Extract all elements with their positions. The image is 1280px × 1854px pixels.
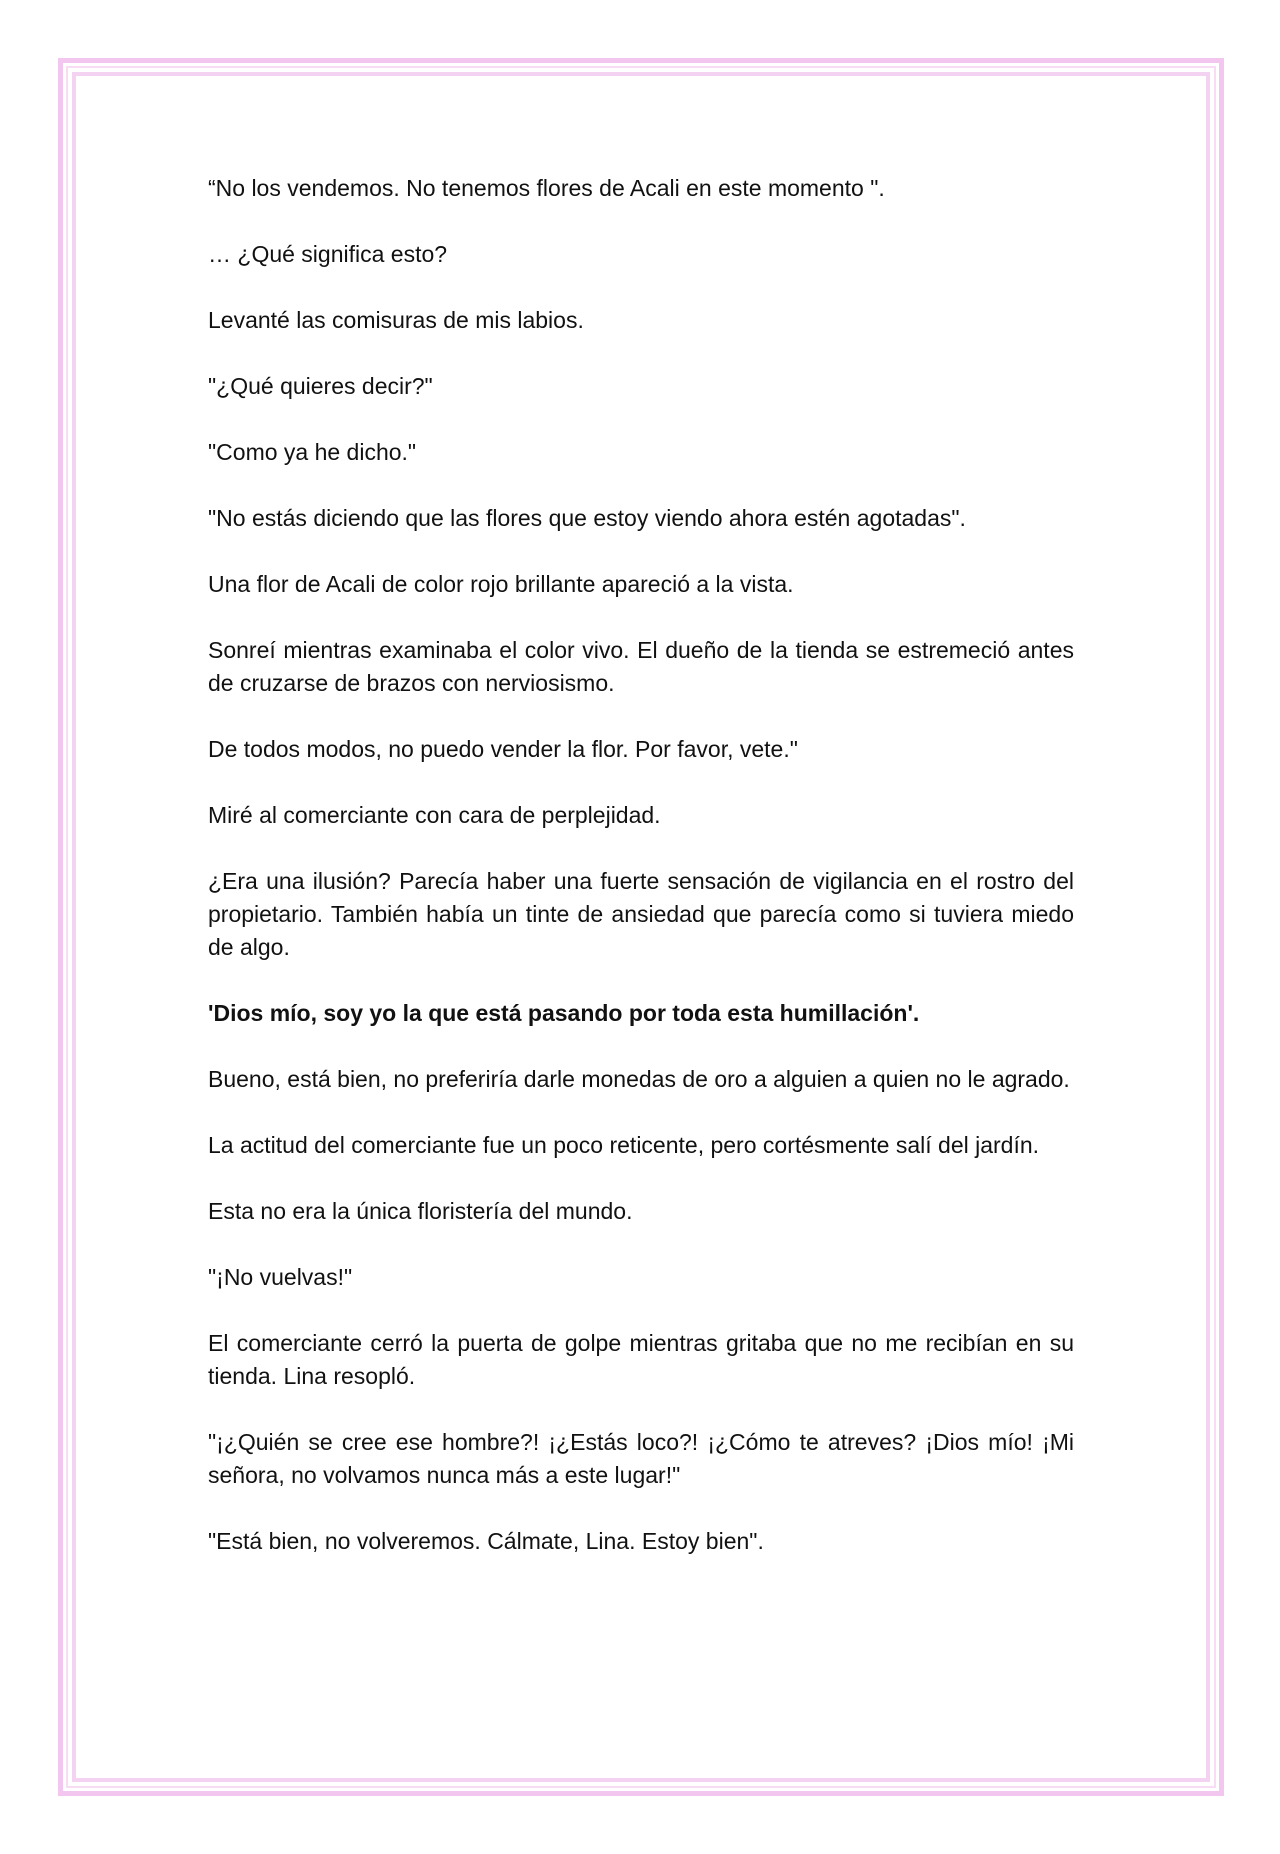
paragraph: Una flor de Acali de color rojo brillante apareció a la vista. <box>208 571 794 597</box>
document-body <box>208 172 1074 1591</box>
paragraph: Bueno, está bien, no preferiría darle monedas de oro a alguien a quien no le agrado. <box>208 1066 1070 1092</box>
paragraph: "Está bien, no volveremos. Cálmate, Lina. Estoy bien". <box>208 1528 764 1554</box>
paragraph: De todos modos, no puedo vender la flor. Por favor, vete." <box>208 736 798 762</box>
paragraph: "No estás diciendo que las flores que estoy viendo ahora estén agotadas". <box>208 505 966 531</box>
bold-paragraph: 'Dios mío, soy yo la que está pasando por toda esta humillación'. <box>208 1000 920 1026</box>
paragraph: … ¿Qué significa esto? <box>208 241 448 267</box>
paragraph: La actitud del comerciante fue un poco reticente, pero cortésmente salí del jardín. <box>208 1132 1040 1158</box>
paragraph: Sonreí mientras examinaba el color vivo. El dueño de la tienda se estremeció antes de cruzarse de brazos con nerviosismo. <box>208 637 1074 696</box>
paragraph: Levanté las comisuras de mis labios. <box>208 307 584 333</box>
paragraph: ¿Era una ilusión? Parecía haber una fuerte sensación de vigilancia en el rostro del propietario. También había un tinte de ansiedad que parecía como si tuviera miedo de algo. <box>208 868 1074 960</box>
paragraph: "¡¿Quién se cree ese hombre?! ¡¿Estás loco?! ¡¿Cómo te atreves? ¡Dios mío! ¡Mi señora, no volvamos nunca más a este lugar!" <box>208 1429 1074 1488</box>
paragraph: “No los vendemos. No tenemos flores de Acali en este momento ". <box>208 175 885 201</box>
paragraph: Miré al comerciante con cara de perplejidad. <box>208 802 661 828</box>
paragraph: El comerciante cerró la puerta de golpe mientras gritaba que no me recibían en su tienda. Lina resopló. <box>208 1330 1074 1389</box>
paragraph: "¿Qué quieres decir?" <box>208 373 433 399</box>
paragraph: "¡No vuelvas!" <box>208 1264 353 1290</box>
paragraph: Esta no era la única floristería del mundo. <box>208 1198 633 1224</box>
paragraph: "Como ya he dicho." <box>208 439 417 465</box>
